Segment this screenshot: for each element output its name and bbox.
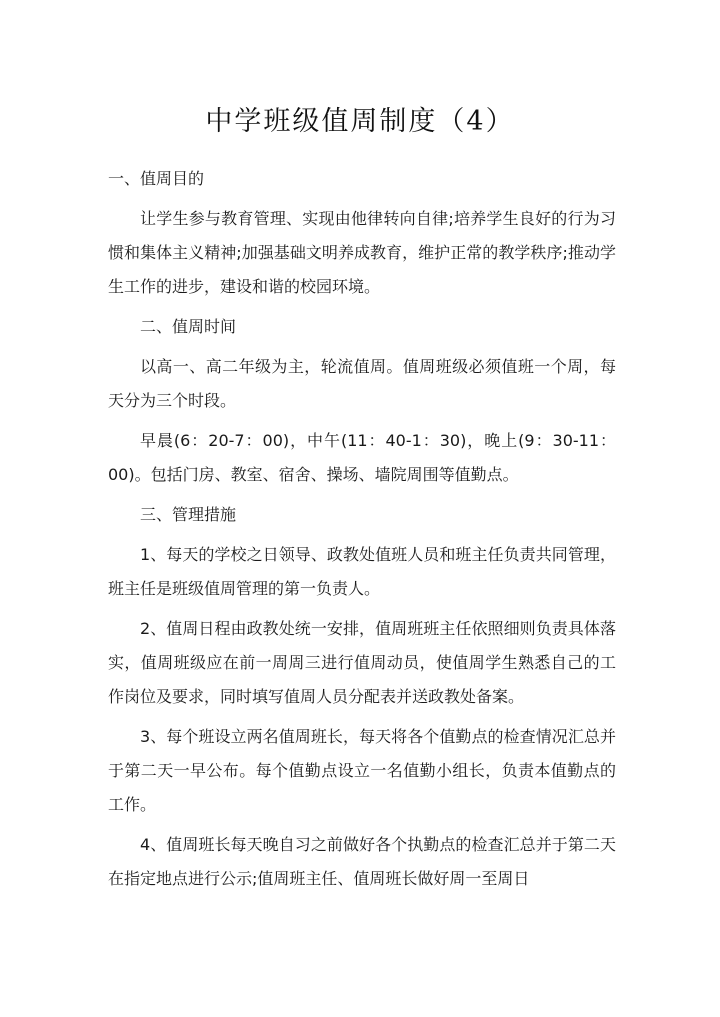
section-heading-time: 二、值周时间 xyxy=(140,317,237,336)
paragraph-measure-3: 3、每个班设立两名值周班长，每天将各个值勤点的检查情况汇总并于第二天一早公布。每个值勤点设立一名值勤小组长，负责本值勤点的工作。 xyxy=(108,727,616,814)
section-heading-purpose: 一、值周目的 xyxy=(108,169,205,188)
document-body xyxy=(108,162,616,902)
paragraph-measure-1: 1、每天的学校之日领导、政教处值班人员和班主任负责共同管理，班主任是班级值周管理的第一负责人。 xyxy=(108,545,616,598)
paragraph-measure-4: 4、值周班长每天晚自习之前做好各个执勤点的检查汇总并于第二天在指定地点进行公示;值周班主任、值周班长做好周一至周日 xyxy=(108,835,616,888)
section-heading-measures: 三、管理措施 xyxy=(140,505,237,524)
paragraph-time-slots: 早晨(6：20-7：00)，中午(11：40-1：30)，晚上(9：30-11：00)。包括门房、教室、宿舍、操场、墙院周围等值勤点。 xyxy=(108,431,616,484)
paragraph-rotation: 以高一、高二年级为主，轮流值周。值周班级必须值班一个周，每天分为三个时段。 xyxy=(108,357,616,410)
paragraph-purpose: 让学生参与教育管理、实现由他律转向自律;培养学生良好的行为习惯和集体主义精神;加强基础文明养成教育，维护正常的教学秩序;推动学生工作的进步，建设和谐的校园环境。 xyxy=(108,209,616,296)
document-title: 中学班级值周制度（4） xyxy=(205,106,515,137)
paragraph-measure-2: 2、值周日程由政教处统一安排，值周班班主任依照细则负责具体落实，值周班级应在前一周周三进行值周动员，使值周学生熟悉自己的工作岗位及要求，同时填写值周人员分配表并送政教处备案。 xyxy=(108,619,616,706)
